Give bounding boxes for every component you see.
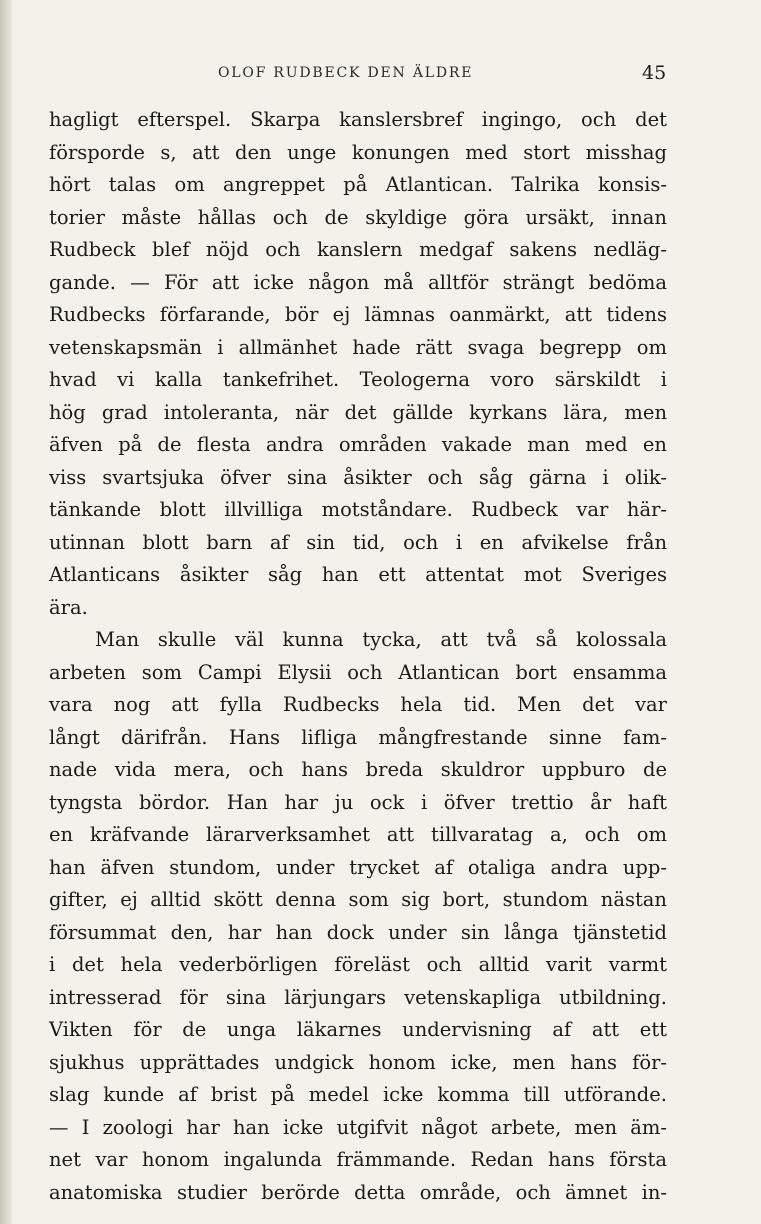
text-line: äfven på de flesta andra områden vakade man med en	[49, 433, 667, 456]
text-line: intresserad för sina lärjungars vetenskapliga utbildning.	[49, 985, 667, 1009]
body-text	[49, 104, 667, 1209]
text-line: Vikten för de unga läkarnes undervisning af att ett	[49, 1018, 667, 1041]
text-line: hög grad intoleranta, när det gällde kyrkans lära, men	[49, 400, 667, 424]
text-line: hagligt efterspel. Skarpa kanslersbref ingingo, och det	[49, 108, 667, 131]
text-line: tyngsta bördor. Han har ju ock i öfver trettio år haft	[49, 790, 667, 814]
page-header	[0, 62, 761, 86]
text-line: gifter, ej alltid skött denna som sig bort, stundom nästan	[49, 888, 667, 911]
page-number: 45	[642, 62, 667, 84]
text-line: anatomiska studier berörde detta område, och ämnet in-	[49, 1180, 667, 1204]
text-line: Rudbeck blef nöjd och kanslern medgaf sakens nedläg-	[49, 238, 667, 261]
text-line: i det hela vederbörligen föreläst och alltid varit varmt	[49, 953, 667, 976]
text-line: försporde s, att den unge konungen med stort misshag	[49, 140, 667, 164]
text-line: försummat den, har han dock under sin långa tjänstetid	[49, 920, 667, 944]
text-line: sjukhus upprättades undgick honom icke, men hans för-	[49, 1050, 667, 1074]
text-line: nade vida mera, och hans breda skuldror uppburo de	[49, 758, 667, 781]
text-line: slag kunde af brist på medel icke komma till utförande.	[49, 1083, 667, 1106]
text-line: Atlanticans åsikter såg han ett attentat mot Sveriges	[49, 563, 667, 586]
text-line: långt därifrån. Hans lifliga mångfrestande sinne fam-	[49, 725, 667, 749]
text-line: han äfven stundom, under trycket af otaliga andra upp-	[49, 855, 667, 879]
text-line: arbeten som Campi Elysii och Atlantican bort ensamma	[49, 660, 667, 684]
text-line: gande. — För att icke någon må alltför strängt bedöma	[49, 270, 667, 294]
text-line: hvad vi kalla tankefrihet. Teologerna voro särskildt i	[49, 368, 667, 391]
text-line: tänkande blott illvilliga motståndare. Rudbeck var här-	[49, 498, 667, 521]
text-line: Rudbecks förfarande, bör ej lämnas oanmärkt, att tidens	[49, 303, 667, 326]
text-line: en kräfvande lärarverksamhet att tillvaratag a, och om	[49, 823, 667, 846]
text-line: — I zoologi har han icke utgifvit något arbete, men äm-	[49, 1115, 667, 1139]
text-line: hört talas om angreppet på Atlantican. Talrika konsis-	[49, 173, 667, 196]
page-gutter-shadow	[0, 0, 12, 1224]
text-line: utinnan blott barn af sin tid, och i en afvikelse från	[49, 530, 667, 554]
text-line: torier måste hållas och de skyldige göra ursäkt, innan	[49, 205, 667, 229]
text-line: net var honom ingalunda främmande. Redan hans första	[49, 1148, 667, 1171]
text-line: vetenskapsmän i allmänhet hade rätt svaga begrepp om	[49, 335, 667, 359]
running-title: OLOF RUDBECK DEN ÄLDRE	[218, 65, 474, 81]
text-line: ära.	[49, 595, 88, 619]
text-line: Man skulle väl kunna tycka, att två så kolossala	[95, 628, 667, 651]
text-line: vara nog att fylla Rudbecks hela tid. Men det var	[49, 693, 667, 716]
text-line: viss svartsjuka öfver sina åsikter och såg gärna i olik-	[49, 465, 667, 489]
